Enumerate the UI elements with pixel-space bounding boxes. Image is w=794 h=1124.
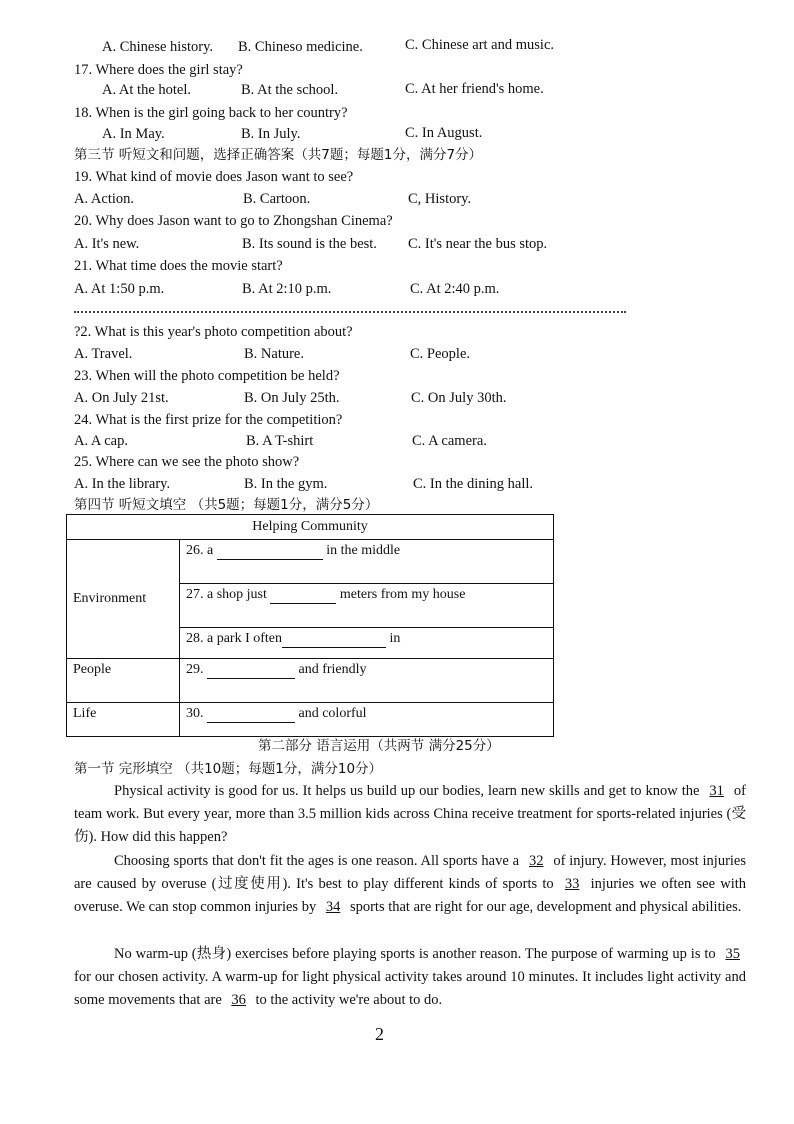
q24-stem: 24. What is the first prize for the competition?: [74, 412, 343, 428]
q25-stem: 25. Where can we see the photo show?: [74, 454, 300, 470]
blank-29[interactable]: [207, 662, 295, 679]
q19-option-a: A. Action.: [74, 191, 135, 207]
q25-option-a: A. In the library.: [74, 476, 171, 492]
q16-option-a: A. Chinese history.: [102, 39, 214, 55]
q20-option-c: C. It's near the bus stop.: [408, 236, 548, 252]
blank-32[interactable]: 32: [528, 853, 544, 869]
q18-option-a: A. In May.: [102, 126, 165, 142]
q18-stem: 18. When is the girl going back to her country?: [74, 105, 348, 121]
passage-paragraph-1: Physical activity is good for us. It helps us build up our bodies, learn new skills and get to know the 31 of team work. But every year, more than 3.5 million kids across China receive treatment for sports-related injuries (受伤). How did this happen?: [74, 783, 746, 845]
q21-option-a: A. At 1:50 p.m.: [74, 281, 165, 297]
dotted-divider: [74, 311, 626, 313]
table-title: Helping Community: [67, 515, 554, 540]
environment-label: Environment: [67, 540, 180, 659]
q17-option-b: B. At the school.: [241, 82, 339, 98]
q21-stem: 21. What time does the movie start?: [74, 258, 283, 274]
q23-option-b: B. On July 25th.: [244, 390, 340, 406]
blank-30[interactable]: [207, 706, 295, 723]
q18-option-c: C. In August.: [405, 125, 483, 141]
q20-option-a: A. It's new.: [74, 236, 140, 252]
q19-option-b: B. Cartoon.: [243, 191, 311, 207]
q25-option-c: C. In the dining hall.: [413, 476, 534, 492]
row-27: 27. a shop just meters from my house: [180, 584, 554, 628]
blank-33[interactable]: 33: [564, 876, 580, 892]
q21-option-c: C. At 2:40 p.m.: [410, 281, 500, 297]
q24-option-b: B. A T-shirt: [246, 433, 314, 449]
blank-28[interactable]: [282, 631, 386, 648]
q24-option-c: C. A camera.: [412, 433, 487, 449]
helping-community-table: [66, 514, 554, 737]
q23-option-c: C. On July 30th.: [411, 390, 507, 406]
blank-34[interactable]: 34: [325, 899, 341, 915]
q22-option-b: B. Nature.: [244, 346, 304, 362]
q16-option-b: B. Chineso medicine.: [238, 39, 363, 55]
blank-26[interactable]: [217, 543, 323, 560]
q17-stem: 17. Where does the girl stay?: [74, 62, 243, 78]
blank-27[interactable]: [270, 587, 336, 604]
row-30: 30. and colorful: [180, 703, 554, 737]
passage-paragraph-2: Choosing sports that don't fit the ages is one reason. All sports have a 32 of injury. However, most injuries are caused by overuse (过度使用). It's best to play different kinds of sports to 33 injuries we often see with overuse. We can stop common injuries by 34 sports that are right for our age, development and physical abilities.: [74, 853, 747, 915]
section3-heading: 第三节 听短文和问题，选择正确答案（共7题；每题1分，满分7分）: [74, 147, 483, 163]
q16-option-c: C. Chinese art and music.: [405, 37, 555, 53]
row-28: 28. a park I often in: [180, 628, 554, 659]
life-label: Life: [67, 703, 180, 737]
people-label: People: [67, 659, 180, 703]
cloze-heading: 第一节 完形填空 （共10题；每题1分，满分10分）: [74, 761, 383, 777]
blank-31[interactable]: 31: [709, 783, 724, 799]
q25-option-b: B. In the gym.: [244, 476, 328, 492]
q23-stem: 23. When will the photo competition be held?: [74, 368, 340, 384]
q19-stem: 19. What kind of movie does Jason want to see?: [74, 169, 354, 185]
q22-option-c: C. People.: [410, 346, 471, 362]
blank-36[interactable]: 36: [231, 992, 246, 1008]
q19-option-c: C, History.: [408, 191, 472, 207]
blank-35[interactable]: 35: [725, 946, 740, 962]
q17-option-c: C. At her friend's home.: [405, 81, 544, 97]
passage-paragraph-3: No warm-up (热身) exercises before playing sports is another reason. The purpose of warming up is to 35 for our chosen activity. A warm-up for light physical activity takes around 10 minutes. It includes light activity and some movements that are 36 to the activity we're about to do.: [74, 946, 746, 1008]
q20-stem: 20. Why does Jason want to go to Zhongshan Cinema?: [74, 213, 393, 229]
q17-option-a: A. At the hotel.: [102, 82, 192, 98]
section4-heading: 第四节 听短文填空 （共5题；每题1分，满分5分）: [74, 497, 379, 513]
q24-option-a: A. A cap.: [74, 433, 128, 449]
q18-option-b: B. In July.: [241, 126, 301, 142]
q22-option-a: A. Travel.: [74, 346, 133, 362]
q23-option-a: A. On July 21st.: [74, 390, 169, 406]
row-26: 26. a in the middle: [180, 540, 554, 584]
row-29: 29. and friendly: [180, 659, 554, 703]
part2-heading: 第二部分 语言运用（共两节 满分25分）: [258, 738, 500, 754]
q22-stem: ?2. What is this year's photo competition about?: [74, 324, 353, 340]
q21-option-b: B. At 2:10 p.m.: [242, 281, 332, 297]
q20-option-b: B. Its sound is the best.: [242, 236, 377, 252]
page-number: 2: [375, 1024, 384, 1044]
